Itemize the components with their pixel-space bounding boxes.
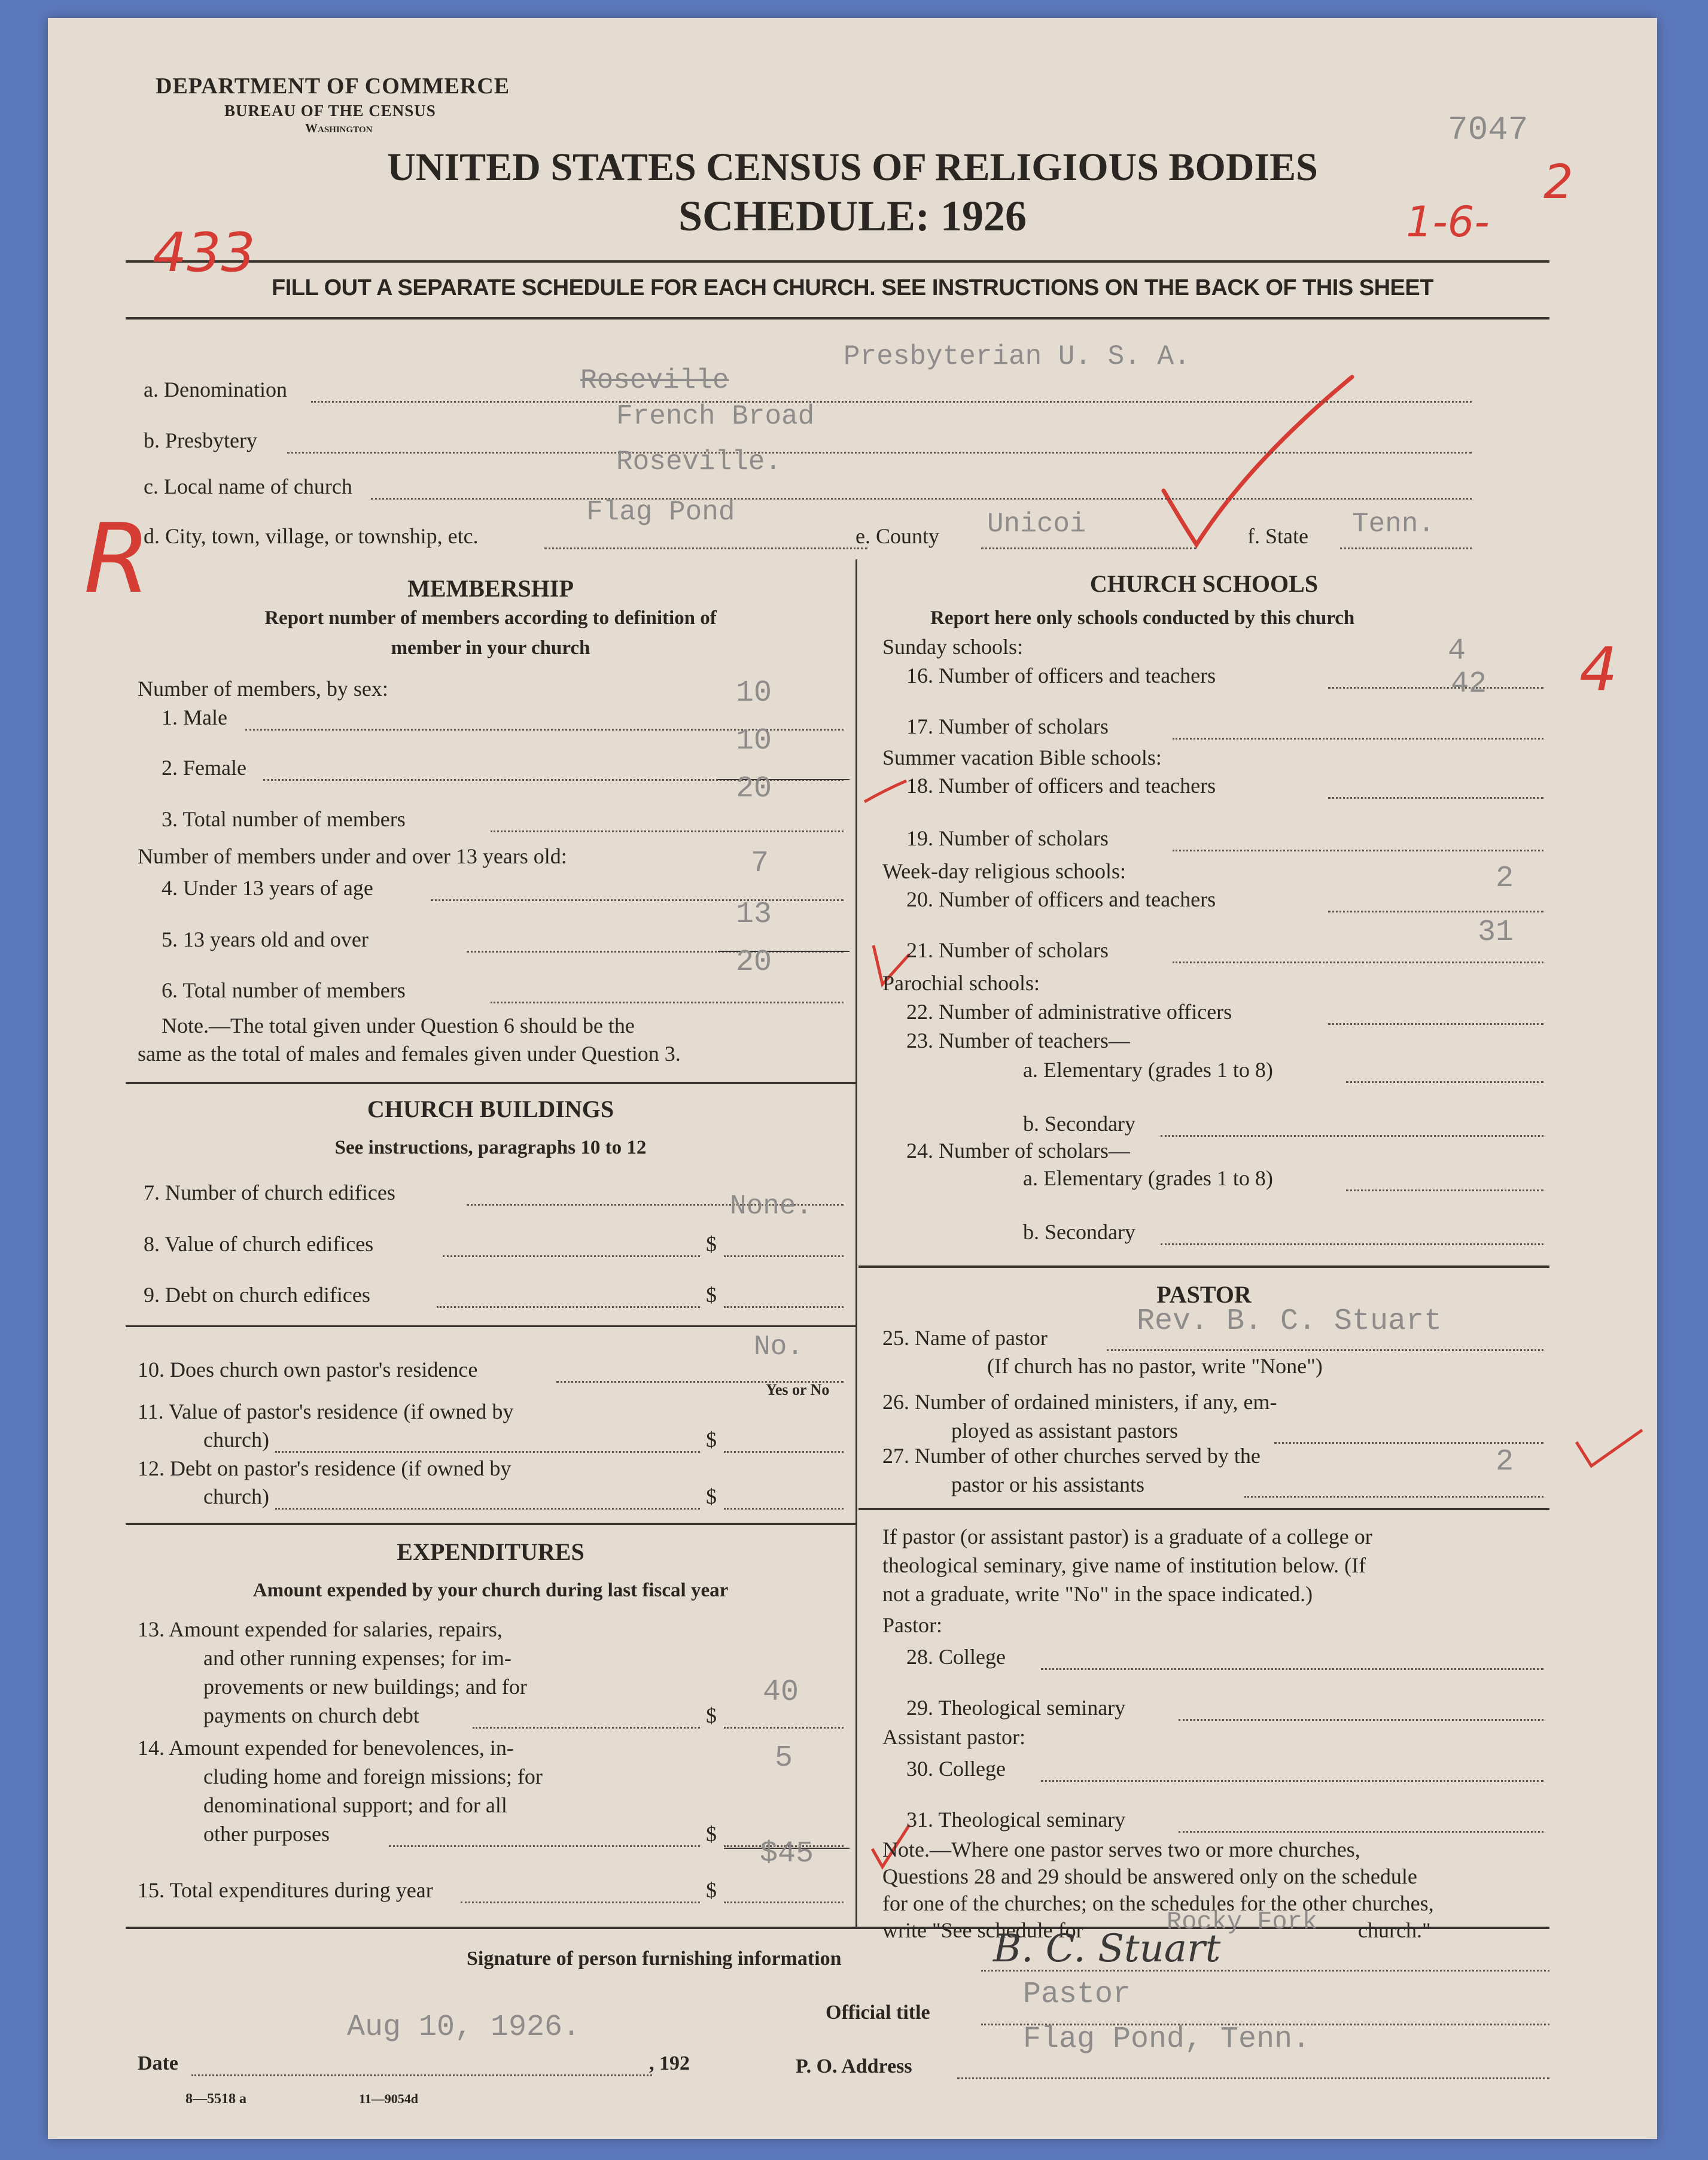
q14-label-2: cluding home and foreign missions; for bbox=[203, 1764, 543, 1788]
denomination-value[interactable]: Presbyterian U. S. A. bbox=[844, 341, 1191, 372]
red-checkmark-q27-icon bbox=[1573, 1424, 1645, 1472]
pastor-heading: PASTOR bbox=[1156, 1281, 1252, 1308]
parochial-label: Parochial schools: bbox=[882, 971, 1040, 995]
pastor-note-4a: write "See schedule for bbox=[882, 1918, 1083, 1942]
church-name-label: c. Local name of church bbox=[144, 474, 352, 498]
buildings-sub: See instructions, paragraphs 10 to 12 bbox=[334, 1137, 647, 1158]
state-label: f. State bbox=[1247, 524, 1308, 548]
q23b-label: b. Secondary bbox=[1023, 1112, 1135, 1136]
q14-label-4: other purposes bbox=[203, 1822, 330, 1846]
q29-label: 29. Theological seminary bbox=[906, 1696, 1126, 1720]
pastor-note-2: Questions 28 and 29 should be answered only on the schedule bbox=[882, 1864, 1417, 1888]
form-title: UNITED STATES CENSUS OF RELIGIOUS BODIES bbox=[387, 145, 1318, 189]
q27-label-2: pastor or his assistants bbox=[951, 1473, 1144, 1496]
q15-dollar: $ bbox=[706, 1878, 717, 1902]
q9-dollar: $ bbox=[706, 1283, 717, 1307]
official-title-value[interactable]: Pastor bbox=[1023, 1978, 1131, 2012]
weekday-label: Week-day religious schools: bbox=[882, 859, 1127, 883]
q14-dollar: $ bbox=[706, 1822, 717, 1846]
q8-label: 8. Value of church edifices bbox=[144, 1232, 374, 1256]
q14-label-1: 14. Amount expended for benevolences, in- bbox=[138, 1736, 514, 1760]
q12-label-2: church) bbox=[203, 1484, 269, 1508]
q24b-label: b. Secondary bbox=[1023, 1220, 1135, 1244]
q12-dollar: $ bbox=[706, 1484, 717, 1508]
column-divider bbox=[855, 559, 857, 1927]
summer-label: Summer vacation Bible schools: bbox=[882, 746, 1162, 769]
q26-label-1: 26. Number of ordained ministers, if any, em- bbox=[882, 1390, 1277, 1414]
q27-label-1: 27. Number of other churches served by the bbox=[882, 1444, 1261, 1468]
q12-label-1: 12. Debt on pastor's residence (if owned by bbox=[138, 1456, 512, 1480]
q2-label: 2. Female bbox=[162, 756, 246, 780]
handwritten-4: 4 bbox=[1579, 634, 1618, 704]
q11-label-1: 11. Value of pastor's residence (if owned by bbox=[138, 1400, 514, 1423]
date-line bbox=[191, 2074, 652, 2076]
handwritten-2: 2 bbox=[1543, 156, 1573, 209]
expenditures-heading: EXPENDITURES bbox=[397, 1538, 584, 1565]
form-number: 8—5518 a bbox=[185, 2091, 246, 2107]
stamp-number: 7047 bbox=[1448, 111, 1529, 149]
dept-line: DEPARTMENT OF COMMERCE bbox=[156, 74, 510, 99]
pastor-sub-label: Pastor: bbox=[882, 1613, 943, 1637]
membership-heading: MEMBERSHIP bbox=[407, 575, 574, 602]
print-number: 11—9054d bbox=[359, 2091, 419, 2106]
q27-line bbox=[1244, 1496, 1543, 1498]
q25-value[interactable]: Rev. B. C. Stuart bbox=[1137, 1304, 1442, 1338]
bureau-line: BUREAU OF THE CENSUS bbox=[224, 102, 436, 120]
q25-note: (If church has no pastor, write "None") bbox=[987, 1354, 1323, 1378]
q14-line bbox=[389, 1845, 700, 1847]
county-label: e. County bbox=[855, 524, 939, 548]
q17-value[interactable]: 42 bbox=[1451, 667, 1487, 701]
city-label: d. City, town, village, or township, etc. bbox=[144, 524, 479, 548]
q15-label: 15. Total expenditures during year bbox=[138, 1878, 433, 1902]
q23-label: 23. Number of teachers— bbox=[906, 1029, 1130, 1052]
header-rule-top bbox=[126, 260, 1549, 263]
q9-label: 9. Debt on church edifices bbox=[144, 1283, 370, 1307]
q25-line bbox=[1107, 1349, 1543, 1351]
grad-note-2: theological seminary, give name of institution below. (If bbox=[882, 1553, 1366, 1577]
q13-amount-line bbox=[724, 1727, 844, 1729]
struck-church-name: Roseville bbox=[580, 365, 729, 396]
q3-line bbox=[491, 830, 844, 832]
q23b-line bbox=[1161, 1135, 1543, 1137]
expenditures-sub: Amount expended by your church during last fiscal year bbox=[252, 1580, 729, 1601]
q9-amount-line bbox=[724, 1306, 844, 1308]
q8-line bbox=[443, 1255, 700, 1257]
presbytery-line bbox=[287, 452, 1472, 454]
q22-line bbox=[1328, 1023, 1543, 1025]
membership-rule bbox=[126, 1082, 855, 1084]
buildings-rule bbox=[126, 1523, 855, 1525]
q7-value[interactable]: None. bbox=[730, 1191, 813, 1222]
q5-label: 5. 13 years old and over bbox=[162, 927, 369, 951]
q13-value[interactable]: 40 bbox=[763, 1675, 799, 1709]
city-line bbox=[544, 547, 867, 549]
q8-dollar: $ bbox=[706, 1232, 717, 1256]
q16-value[interactable]: 4 bbox=[1448, 634, 1466, 668]
church-name-value[interactable]: Roseville. bbox=[616, 446, 782, 477]
membership-note-1: Note.—The total given under Question 6 should be the bbox=[162, 1014, 635, 1038]
pastor-note-1: Note.—Where one pastor serves two or more churches, bbox=[882, 1837, 1360, 1861]
grad-note-1: If pastor (or assistant pastor) is a graduate of a college or bbox=[882, 1525, 1372, 1548]
q13-label-2: and other running expenses; for im- bbox=[203, 1646, 512, 1670]
q24a-label: a. Elementary (grades 1 to 8) bbox=[1023, 1166, 1273, 1190]
assistant-sub-label: Assistant pastor: bbox=[882, 1725, 1025, 1749]
sunday-label: Sunday schools: bbox=[882, 635, 1024, 659]
schedule-title: SCHEDULE: 1926 bbox=[678, 192, 1027, 240]
membership-intro-2: member in your church bbox=[391, 637, 590, 659]
q24a-line bbox=[1346, 1189, 1543, 1191]
county-line bbox=[981, 547, 1196, 549]
date-year: , 192 bbox=[649, 2052, 690, 2074]
q29-line bbox=[1179, 1719, 1543, 1721]
q24-label: 24. Number of scholars— bbox=[906, 1139, 1130, 1163]
q23a-label: a. Elementary (grades 1 to 8) bbox=[1023, 1058, 1273, 1082]
presbytery-value[interactable]: French Broad bbox=[616, 401, 815, 432]
q20-line bbox=[1328, 911, 1543, 912]
schools-rule bbox=[858, 1265, 1549, 1268]
q24b-line bbox=[1161, 1243, 1543, 1245]
q21-value[interactable]: 31 bbox=[1478, 915, 1514, 950]
q17-line bbox=[1173, 738, 1543, 740]
buildings-heading: CHURCH BUILDINGS bbox=[367, 1096, 614, 1122]
state-line bbox=[1340, 547, 1472, 549]
q14-label-3: denominational support; and for all bbox=[203, 1793, 507, 1817]
schools-sub: Report here only schools conducted by this church bbox=[930, 607, 1355, 629]
q18-label: 18. Number of officers and teachers bbox=[906, 774, 1216, 798]
q30-label: 30. College bbox=[906, 1757, 1006, 1781]
q28-label: 28. College bbox=[906, 1645, 1006, 1669]
q11-line bbox=[275, 1451, 700, 1453]
po-address-value[interactable]: Flag Pond, Tenn. bbox=[1023, 2022, 1311, 2056]
by-sex-label: Number of members, by sex: bbox=[138, 677, 388, 701]
yes-no-hint: Yes or No bbox=[766, 1381, 830, 1398]
q4-label: 4. Under 13 years of age bbox=[162, 876, 373, 900]
pastor-rule bbox=[858, 1508, 1549, 1510]
q21-line bbox=[1173, 962, 1543, 963]
q31-label: 31. Theological seminary bbox=[906, 1808, 1126, 1832]
buildings-mid-rule bbox=[126, 1325, 855, 1327]
po-address-line bbox=[957, 2077, 1549, 2079]
presbytery-label: b. Presbytery bbox=[144, 428, 257, 452]
q23a-line bbox=[1346, 1081, 1543, 1083]
city-line: Washington bbox=[305, 121, 373, 135]
q16-line bbox=[1328, 687, 1543, 689]
q6-line bbox=[491, 1002, 844, 1003]
q6-label: 6. Total number of members bbox=[162, 978, 406, 1002]
q25-label: 25. Name of pastor bbox=[882, 1326, 1048, 1350]
q15-line bbox=[461, 1902, 700, 1903]
state-value[interactable]: Tenn. bbox=[1352, 509, 1435, 540]
signature-value[interactable]: B. C. Stuart bbox=[993, 1927, 1221, 1971]
q10-label: 10. Does church own pastor's residence bbox=[138, 1358, 478, 1382]
city-value[interactable]: Flag Pond bbox=[586, 497, 735, 528]
q20-value[interactable]: 2 bbox=[1496, 862, 1514, 896]
official-title-label: Official title bbox=[826, 2001, 930, 2024]
denomination-label: a. Denomination bbox=[144, 378, 287, 401]
membership-note-2: same as the total of males and females given under Question 3. bbox=[138, 1042, 681, 1066]
q31-line bbox=[1179, 1831, 1543, 1833]
schools-heading: CHURCH SCHOOLS bbox=[1089, 570, 1319, 597]
q13-label-3: provements or new buildings; and for bbox=[203, 1675, 527, 1699]
handwritten-r: R bbox=[84, 503, 151, 614]
q20-label: 20. Number of officers and teachers bbox=[906, 887, 1216, 911]
q13-label-4: payments on church debt bbox=[203, 1703, 419, 1727]
q17-label: 17. Number of scholars bbox=[906, 714, 1109, 738]
q9-line bbox=[437, 1306, 700, 1308]
q5-value[interactable]: 13 bbox=[736, 898, 772, 932]
q7-label: 7. Number of church edifices bbox=[144, 1181, 395, 1204]
by-age-label: Number of members under and over 13 years old: bbox=[138, 844, 567, 868]
pastor-note-4b: church." bbox=[1358, 1918, 1431, 1942]
q13-label-1: 13. Amount expended for salaries, repairs, bbox=[138, 1617, 503, 1641]
q30-line bbox=[1041, 1780, 1543, 1782]
q14-value[interactable]: 5 bbox=[775, 1741, 793, 1775]
q19-line bbox=[1173, 850, 1543, 851]
handwritten-433: 433 bbox=[153, 221, 255, 284]
q8-amount-line bbox=[724, 1255, 844, 1257]
q10-value[interactable]: No. bbox=[754, 1331, 803, 1362]
q15-amount-line bbox=[724, 1902, 844, 1903]
q4-value[interactable]: 7 bbox=[751, 847, 769, 881]
q1-label: 1. Male bbox=[162, 705, 227, 729]
denomination-line bbox=[311, 401, 1472, 403]
q1-value[interactable]: 10 bbox=[736, 676, 772, 710]
q19-label: 19. Number of scholars bbox=[906, 826, 1109, 850]
q28-line bbox=[1041, 1668, 1543, 1670]
q26-line bbox=[1274, 1442, 1543, 1444]
signature-label: Signature of person furnishing information bbox=[467, 1948, 842, 1970]
q2-value[interactable]: 10 bbox=[736, 724, 772, 758]
header-rule-bottom bbox=[126, 317, 1549, 320]
date-value[interactable]: Aug 10, 1926. bbox=[347, 2010, 581, 2045]
q18-line bbox=[1328, 797, 1543, 799]
census-schedule-sheet bbox=[48, 18, 1657, 2139]
q16-label: 16. Number of officers and teachers bbox=[906, 664, 1216, 687]
pastor-note-3: for one of the churches; on the schedules for the other churches, bbox=[882, 1891, 1434, 1915]
po-address-label: P. O. Address bbox=[796, 2055, 912, 2077]
q26-label-2: ployed as assistant pastors bbox=[951, 1419, 1178, 1443]
q22-label: 22. Number of administrative officers bbox=[906, 1000, 1232, 1024]
q11-label-2: church) bbox=[203, 1428, 269, 1452]
q11-amount-line bbox=[724, 1451, 844, 1453]
q3-value[interactable]: 20 bbox=[736, 772, 772, 806]
separate-schedule-instruction: FILL OUT A SEPARATE SCHEDULE FOR EACH CHURCH. SEE INSTRUCTIONS ON THE BACK OF THIS SHEET bbox=[272, 275, 1433, 300]
q27-value[interactable]: 2 bbox=[1496, 1445, 1514, 1479]
q4-line bbox=[431, 899, 844, 901]
grad-note-3: not a graduate, write "No" in the space indicated.) bbox=[882, 1582, 1313, 1606]
date-label: Date bbox=[138, 2052, 178, 2074]
red-checkmark-q3-icon bbox=[861, 778, 909, 808]
q11-dollar: $ bbox=[706, 1428, 717, 1452]
church-name-line bbox=[371, 498, 1472, 500]
q13-dollar: $ bbox=[706, 1703, 717, 1727]
handwritten-date-mark: 1-6- bbox=[1406, 197, 1490, 247]
footer-rule bbox=[126, 1927, 1549, 1929]
q3-label: 3. Total number of members bbox=[162, 807, 406, 831]
q12-amount-line bbox=[724, 1508, 844, 1510]
county-value[interactable]: Unicoi bbox=[987, 509, 1086, 540]
q12-line bbox=[275, 1508, 700, 1510]
see-schedule-value[interactable]: Rocky Fork bbox=[1167, 1908, 1318, 1936]
q6-value[interactable]: 20 bbox=[736, 945, 772, 979]
q15-value[interactable]: $45 bbox=[760, 1837, 814, 1871]
q13-line bbox=[473, 1727, 700, 1729]
q21-label: 21. Number of scholars bbox=[906, 938, 1109, 962]
membership-intro-1: Report number of members according to definition of bbox=[264, 607, 717, 629]
